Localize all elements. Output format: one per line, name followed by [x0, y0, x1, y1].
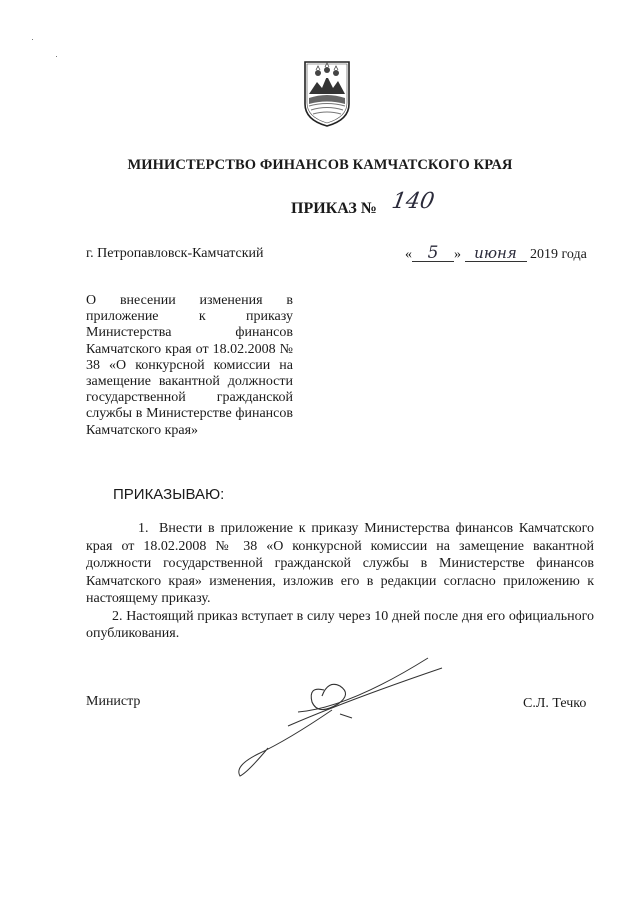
- order-items: [86, 520, 594, 643]
- order-date: [405, 243, 587, 263]
- order-item-text: Внести в приложение к приказу Министерства финансов Камчатского края от 18.02.2008 № 38 «О конкурсной комиссии на замещение вакантной должности государственной гражданской службы в Министерстве финансов Камчатского края» изменения, изложив его в редакции согласно приложению к настоящему приказу.: [86, 521, 594, 606]
- ministry-name: МИНИСТЕРСТВО ФИНАНСОВ КАМЧАТСКОГО КРАЯ: [127, 157, 513, 173]
- order-word: ПРИКАЗЫВАЮ:: [113, 486, 225, 503]
- date-year: 2019 года: [530, 247, 587, 262]
- order-subject: О внесении изменения в приложение к приказу Министерства финансов Камчатского края от 18.02.2008 № 38 «О конкурсной комиссии на замещение вакантной должности государственной гражданской службы в Министерстве финансов Камчатского края»: [86, 293, 293, 438]
- coat-of-arms-emblem: [303, 60, 351, 128]
- order-item-text: Настоящий приказ вступает в силу через 10 дней после дня его официального опубликования.: [86, 608, 595, 641]
- date-month: июня: [465, 246, 527, 262]
- date-close-quote: »: [454, 247, 461, 262]
- signatory-name: С.Л. Течко: [523, 696, 587, 711]
- scan-speck: [32, 39, 33, 40]
- date-open-quote: «: [405, 247, 412, 262]
- order-title: ПРИКАЗ №: [291, 200, 377, 217]
- order-item-2: [86, 608, 594, 643]
- scan-speck: [56, 56, 57, 57]
- handwritten-signature: [228, 650, 468, 780]
- signatory-position: Министр: [86, 694, 141, 709]
- order-item-number: 1.: [138, 521, 149, 536]
- date-day: 5: [412, 246, 454, 262]
- city-label: г. Петропавловск-Камчатский: [86, 246, 264, 261]
- order-item-1: [86, 520, 594, 608]
- order-item-number: 2.: [112, 608, 123, 624]
- order-number-handwritten: 140: [389, 189, 437, 214]
